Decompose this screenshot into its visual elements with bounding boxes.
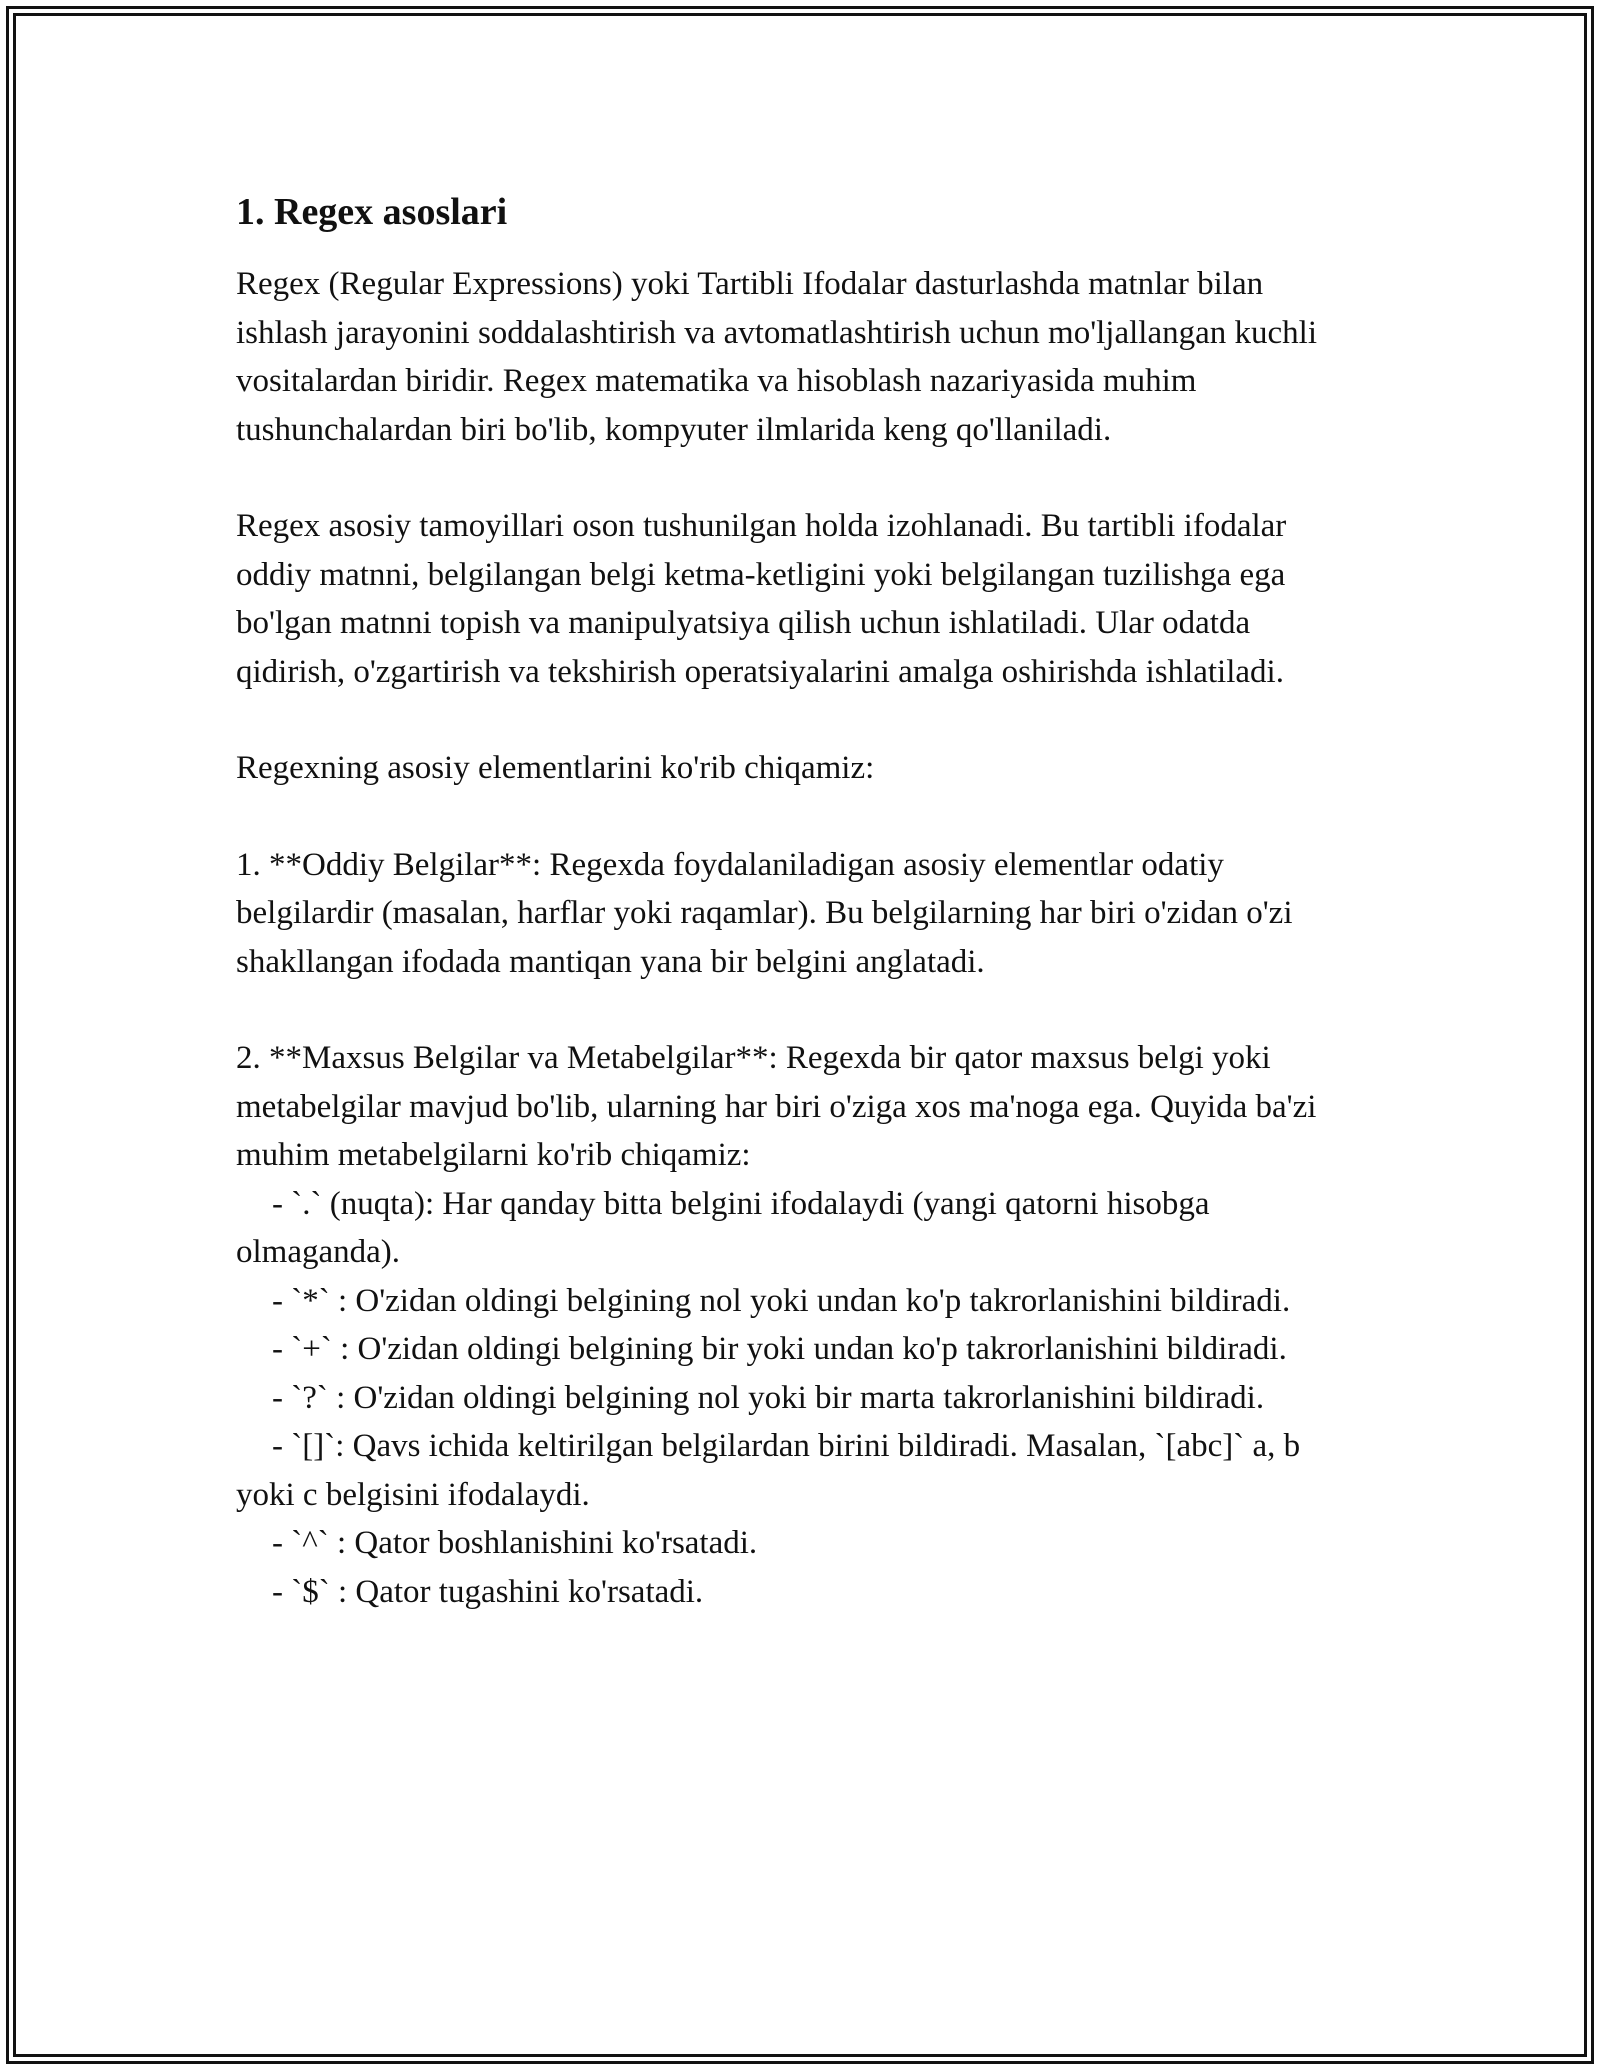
- intro-paragraph: Regex (Regular Expressions) yoki Tartibli Ifodalar dasturlashda matnlar bilan ishlash jarayonini soddalashtirish va avtomatlashtirish uchun mo'ljallangan kuchli vositalardan biridir. Regex matematika va hisoblash nazariyasida muhim tushunchalardan biri bo'lib, kompyuter ilmlarida keng qo'llaniladi.: [236, 266, 1317, 448]
- section-heading: 1. Regex asoslari: [236, 191, 508, 233]
- metachar-star: - `*` : O'zidan oldingi belgining nol yoki undan ko'p takrorlanishini bildiradi.: [272, 1282, 1291, 1319]
- metachars-intro-text: 2. **Maxsus Belgilar va Metabelgilar**: Regexda bir qator maxsus belgi yoki metabelgilar mavjud bo'lib, ularning har biri o'ziga xos ma'noga ega. Quyida ba'zi muhim metabelgilarni ko'rib chiqamiz:: [236, 1040, 1317, 1173]
- principles-paragraph: Regex asosiy tamoyillari oson tushunilgan holda izohlanadi. Bu tartibli ifodalar oddiy matnni, belgilangan belgi ketma-ketligini yoki belgilangan tuzilishga ega bo'lgan matnni topish va manipulyatsiya qilish uchun ishlatiladi. Ular odatda qidirish, o'zgartirish va tekshirish operatsiyalarini amalga oshirishda ishlatiladi.: [236, 508, 1287, 690]
- list-item-metachars: [236, 1034, 1356, 1616]
- metachar-dot: - `.` (nuqta): Har qanday bitta belgini ifodalaydi (yangi qatorni hisobga olmaganda).: [236, 1185, 1210, 1270]
- list-item-ordinary-chars: 1. **Oddiy Belgilar**: Regexda foydalaniladigan asosiy elementlar odatiy belgilardir (masalan, harflar yoki raqamlar). Bu belgilarning har biri o'zidan o'zi shakllangan ifodada mantiqan yana bir belgini anglatadi.: [236, 846, 1293, 980]
- metachar-question: - `?` : O'zidan oldingi belgining nol yoki bir marta takrorlanishini bildiradi.: [272, 1379, 1265, 1416]
- metachar-plus: - `+` : O'zidan oldingi belgining bir yoki undan ko'p takrorlanishini bildiradi.: [272, 1331, 1287, 1367]
- metachar-brackets: - `[]`: Qavs ichida keltirilgan belgilardan birini bildiradi. Masalan, `[abc]` a, b yoki c belgisini ifodalaydi.: [236, 1428, 1301, 1513]
- elements-intro: Regexning asosiy elementlarini ko'rib chiqamiz:: [236, 750, 875, 786]
- metachar-dollar: - `$` : Qator tugashini ko'rsatadi.: [272, 1573, 704, 1610]
- metachar-caret: - `^` : Qator boshlanishini ko'rsatadi.: [272, 1525, 758, 1561]
- document-body: [236, 186, 1356, 1616]
